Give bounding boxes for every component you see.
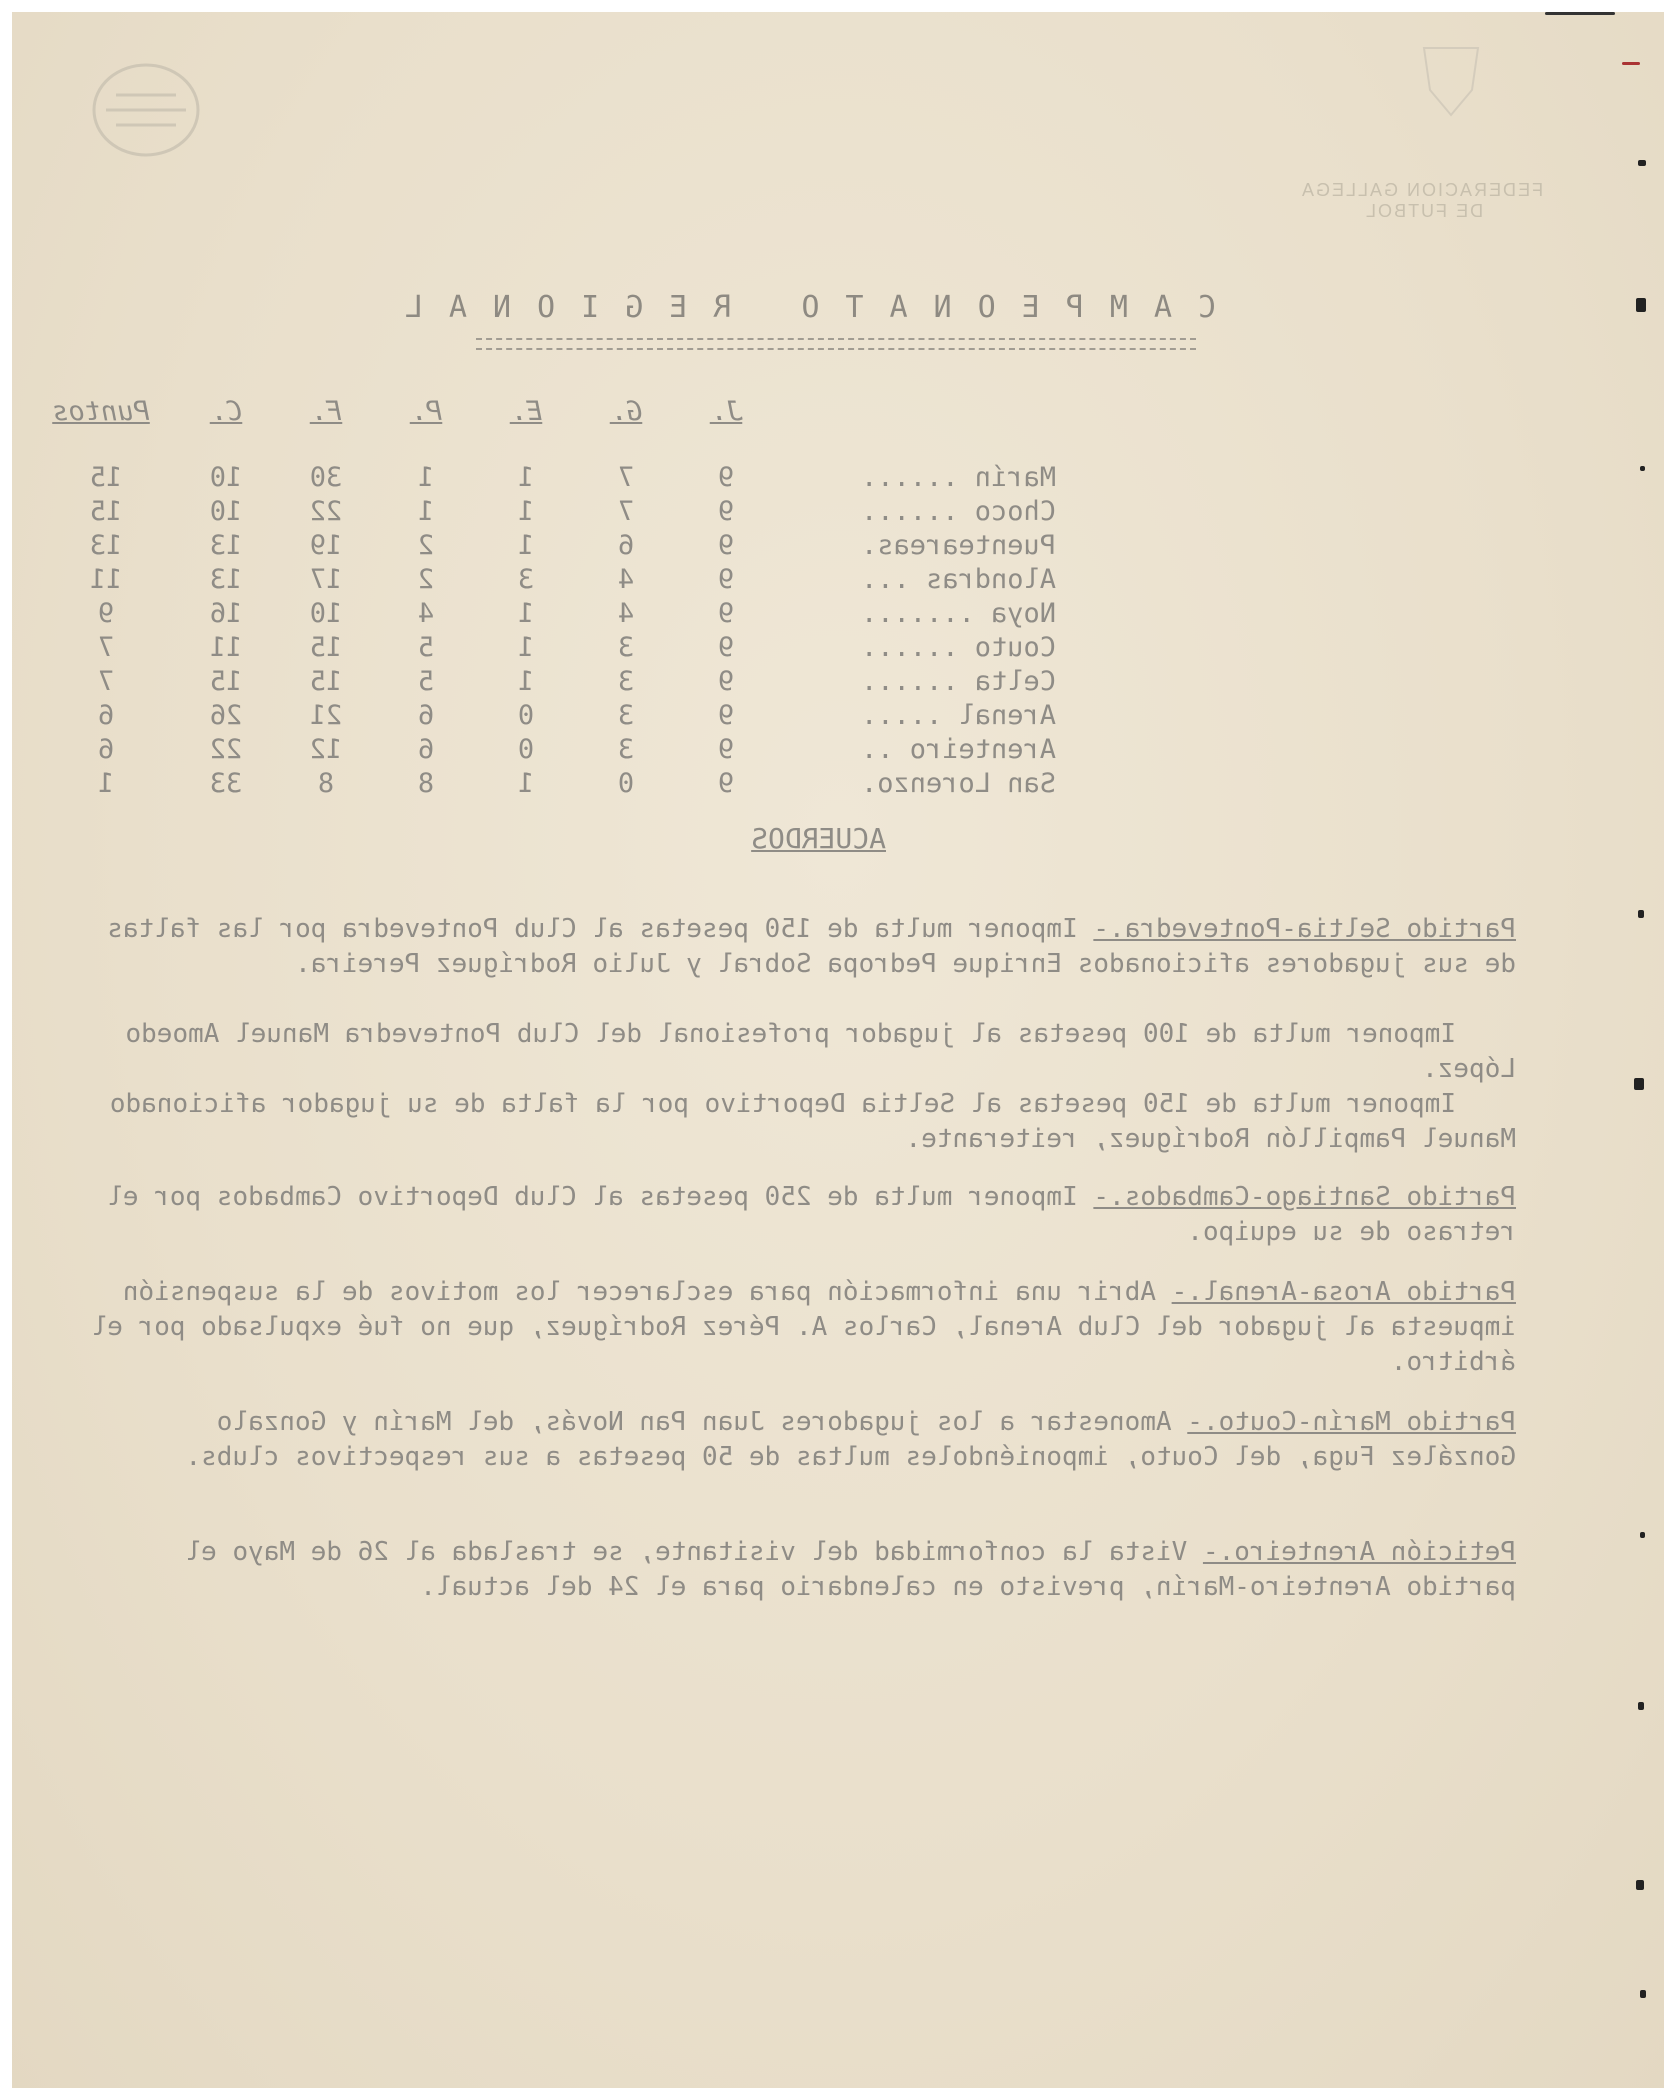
paragraph-lead: Partido Arosa-Arenal.- [1171, 1277, 1516, 1307]
cell-puntos: 6 [97, 700, 115, 731]
cell-p: 1 [417, 462, 435, 493]
cell-e: 3 [517, 564, 535, 595]
cell-g: 3 [617, 666, 635, 697]
cell-p: 4 [417, 598, 435, 629]
federation-letterhead [1300, 180, 1543, 222]
cell-j: 9 [717, 496, 735, 527]
federation-line-1: FEDERACION GALLEGA [1300, 180, 1544, 200]
header-c: C. [209, 396, 243, 427]
team-name: Choco ...... [860, 496, 1056, 527]
cell-p: 2 [417, 530, 435, 561]
cell-e: 1 [517, 632, 535, 663]
cell-j: 9 [717, 666, 735, 697]
cell-f: 21 [309, 700, 343, 731]
team-name: Noya ....... [860, 598, 1056, 629]
federation-line-2: DE FUTBOL [1364, 201, 1484, 221]
cell-puntos: 9 [97, 598, 115, 629]
cell-g: 4 [617, 598, 635, 629]
cell-f: 22 [309, 496, 343, 527]
paragraph-text: Imponer multa de 150 pesetas al Seltia Deportivo por la falta de su jugador aficionado Manuel Pampillón Rodríguez, reiterante. [109, 1089, 1516, 1154]
binder-mark [1640, 466, 1645, 471]
cell-puntos: 11 [89, 564, 123, 595]
team-name: Arenal ..... [860, 700, 1056, 731]
cell-g: 7 [617, 462, 635, 493]
cell-puntos: 1 [97, 768, 115, 799]
binder-mark [1638, 1702, 1644, 1710]
paragraph-text: Vista la conformidad del visitante, se traslada al 26 de Mayo el partido Arenteiro-Marín, previsto en calendario para el 24 del actual. [185, 1537, 1516, 1602]
cell-e: 1 [517, 768, 535, 799]
agreement-paragraph [76, 1275, 1516, 1380]
team-name: Puenteareas. [860, 530, 1056, 561]
cell-c: 22 [209, 734, 243, 765]
cell-g: 7 [617, 496, 635, 527]
cell-j: 9 [717, 564, 735, 595]
cell-c: 10 [209, 462, 243, 493]
cell-c: 10 [209, 496, 243, 527]
binder-mark [1640, 1532, 1645, 1538]
cell-c: 33 [209, 768, 243, 799]
cell-p: 5 [417, 632, 435, 663]
paragraph-text: Imponer multa de 150 pesetas al Club Pontevedra por las faltas de sus jugadores aficionados Enrique Pedropa Sobral y Julio Rodríguez Pereira. [107, 914, 1516, 979]
crest-emblem-icon [1416, 40, 1486, 120]
cell-j: 9 [717, 700, 735, 731]
paragraph-lead: Petición Arenteiro.- [1202, 1537, 1516, 1567]
cell-f: 10 [309, 598, 343, 629]
cell-f: 12 [309, 734, 343, 765]
cell-e: 0 [517, 700, 535, 731]
cell-j: 9 [717, 530, 735, 561]
agreement-paragraph [76, 1180, 1516, 1250]
binder-mark [1636, 1880, 1644, 1890]
team-name: Celta ...... [860, 666, 1056, 697]
cell-p: 8 [417, 768, 435, 799]
paragraph-text: Imponer multa de 100 pesetas al jugador profesional del Club Pontevedra Manuel Amoedo López. [125, 1019, 1516, 1084]
page-title: CAMPEONATO REGIONAL [378, 290, 1216, 325]
paragraph-text: Amonestar a los jugadores Juan Pan Novás, del Marín y Gonzalo González Fuga, del Couto, imponiéndoles multas de 50 pesetas a sus respectivos clubs. [185, 1407, 1516, 1472]
cell-g: 3 [617, 632, 635, 663]
binder-mark [1638, 910, 1644, 918]
header-p: P. [409, 396, 443, 427]
cell-c: 26 [209, 700, 243, 731]
team-name: Alondras ... [860, 564, 1056, 595]
cell-puntos: 15 [89, 496, 123, 527]
cell-f: 8 [317, 768, 335, 799]
agreement-paragraph [76, 1017, 1516, 1087]
binder-mark [1636, 298, 1646, 312]
cell-c: 13 [209, 530, 243, 561]
header-g: G. [609, 396, 643, 427]
binder-mark [1640, 1990, 1646, 1998]
cell-p: 6 [417, 734, 435, 765]
paragraph-lead: Partido Marín-Couto.- [1187, 1407, 1516, 1437]
cell-g: 3 [617, 734, 635, 765]
cell-f: 17 [309, 564, 343, 595]
paragraph-lead: Partido Santiago-Cambados.- [1093, 1182, 1516, 1212]
cell-g: 6 [617, 530, 635, 561]
binder-mark [1638, 160, 1646, 166]
cell-e: 1 [517, 462, 535, 493]
agreements-heading: ACUERDOS [751, 822, 886, 855]
cell-puntos: 7 [97, 666, 115, 697]
cell-puntos: 7 [97, 632, 115, 663]
cell-p: 5 [417, 666, 435, 697]
cell-e: 1 [517, 496, 535, 527]
cell-j: 9 [717, 632, 735, 663]
edge-mark [1545, 12, 1615, 15]
cell-c: 16 [209, 598, 243, 629]
cell-g: 3 [617, 700, 635, 731]
team-name: Couto ...... [860, 632, 1056, 663]
team-name: Marín ...... [860, 462, 1056, 493]
header-j: J. [709, 396, 743, 427]
paragraph-text: Imponer multa de 250 pesetas al Club Deportivo Cambados por el retraso de su equipo. [107, 1182, 1516, 1247]
cell-j: 9 [717, 598, 735, 629]
edge-mark [1622, 62, 1640, 65]
title-underline [476, 338, 1196, 350]
cell-p: 1 [417, 496, 435, 527]
agreement-paragraph [76, 1535, 1516, 1605]
cell-f: 15 [309, 632, 343, 663]
cell-e: 1 [517, 530, 535, 561]
cell-e: 1 [517, 598, 535, 629]
cell-g: 4 [617, 564, 635, 595]
cell-j: 9 [717, 768, 735, 799]
header-e: E. [509, 396, 543, 427]
team-name: San Lorenzo. [860, 768, 1056, 799]
paragraph-text: Abrir una información para esclarecer los motivos de la suspensión impuesta al jugador del Club Arenal, Carlos A. Pérez Rodríguez, que no fué expulsado por el árbitro. [91, 1277, 1516, 1377]
cell-c: 11 [209, 632, 243, 663]
cell-p: 2 [417, 564, 435, 595]
agreement-paragraph [76, 1405, 1516, 1475]
cell-e: 1 [517, 666, 535, 697]
team-name: Arenteiro .. [860, 734, 1056, 765]
cell-p: 6 [417, 700, 435, 731]
cell-e: 0 [517, 734, 535, 765]
cell-c: 13 [209, 564, 243, 595]
binder-mark [1634, 1078, 1644, 1090]
cell-c: 15 [209, 666, 243, 697]
paragraph-lead: Partido Seltia-Pontevedra.- [1093, 914, 1516, 944]
header-f: F. [309, 396, 343, 427]
header-puntos: Puntos [52, 396, 150, 427]
cell-j: 9 [717, 734, 735, 765]
seal-emblem-icon [86, 55, 206, 165]
cell-puntos: 13 [89, 530, 123, 561]
cell-puntos: 15 [89, 462, 123, 493]
cell-f: 15 [309, 666, 343, 697]
cell-f: 30 [309, 462, 343, 493]
agreement-paragraph [76, 1087, 1516, 1157]
cell-f: 19 [309, 530, 343, 561]
cell-j: 9 [717, 462, 735, 493]
cell-g: 0 [617, 768, 635, 799]
cell-puntos: 6 [97, 734, 115, 765]
agreement-paragraph [76, 912, 1516, 982]
